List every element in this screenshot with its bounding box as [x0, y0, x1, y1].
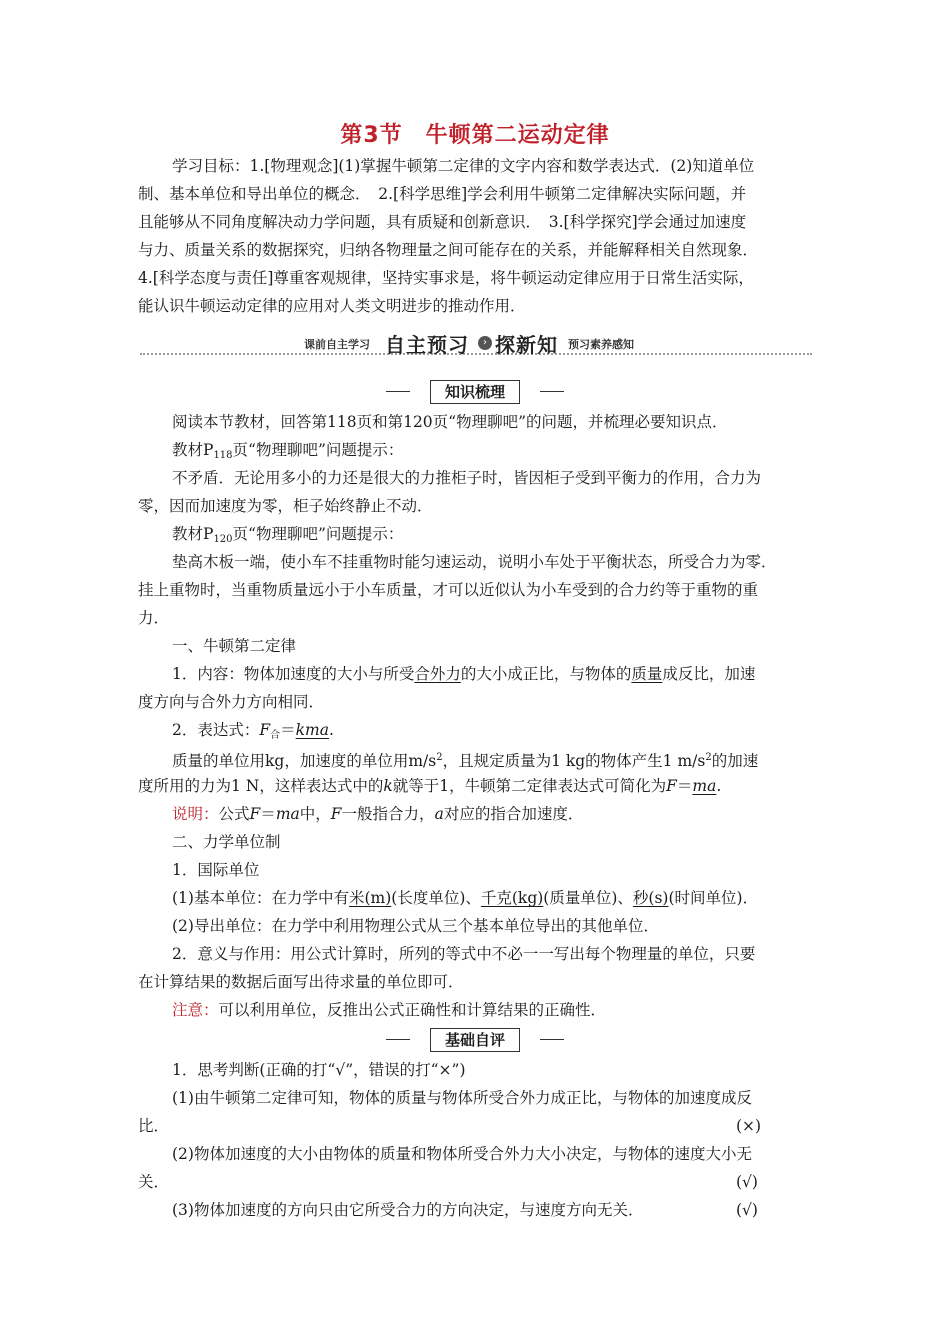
question-1-line-2: 比．	[138, 1117, 170, 1135]
international-units-title: 1．国际单位	[172, 861, 260, 879]
unit-explanation-1: 质量的单位用kg，加速度的单位用$m/s^2$，且规定质量为1 kg的物体产生1 $m/s^2$的加速	[172, 752, 759, 770]
objectives-line-4: 与力、质量关系的数据探究，归纳各物理量之间可能存在的关系，并能解释相关自然现象．	[138, 241, 759, 259]
meaning-line-2: 在计算结果的数据后面写出待求量的单位即可．	[138, 973, 464, 991]
question-1-line-1: (1)由牛顿第二定律可知，物体的质量与物体所受合外力成正比，与物体的加速度成反	[172, 1089, 752, 1107]
heading-rule-left	[386, 1039, 410, 1040]
section-heading-label: 基础自评	[430, 1028, 520, 1052]
question-1-answer: (×)	[736, 1117, 762, 1135]
objectives-line-5: 4.[科学态度与责任]尊重客观规律，坚持实事求是，将牛顿运动定律应用于日常生活实际，	[138, 269, 754, 287]
attention-note: 注意：可以利用单位，反推出公式正确性和计算结果的正确性．	[172, 1001, 607, 1019]
banner-main-label-1: 自主预习	[385, 333, 469, 357]
objectives-line-6: 能认识牛顿运动定律的应用对人类文明进步的推动作用．	[138, 297, 526, 315]
judgement-title: 1．思考判断(正确的打“√”，错误的打“×”)	[172, 1061, 466, 1079]
section-banner	[140, 328, 812, 358]
reading-intro: 阅读本节教材，回答第118页和第120页“物理聊吧”的问题，并梳理必要知识点．	[172, 413, 728, 431]
objectives-line-3: 且能够从不同角度解决动力学问题，具有质疑和创新意识． 3.[科学探究]学会通过加速度	[138, 213, 747, 231]
banner-left-label: 课前自主学习	[304, 338, 370, 351]
hint-1-text-2: 零，因而加速度为零，柜子始终静止不动．	[138, 497, 433, 515]
part-2-title: 二、力学单位制	[172, 833, 281, 851]
base-units: (1)基本单位：在力学中有米(m)(长度单位)、千克(kg)(质量单位)、秒(s)(时间单位)．	[172, 889, 759, 907]
section-heading-self-check	[0, 1028, 950, 1052]
objectives-line-1: 学习目标：1.[物理观念](1)掌握牛顿第二定律的文字内容和数学表达式．(2)知道单位	[172, 157, 755, 175]
banner-main-label-2: 探新知	[495, 333, 558, 357]
hint-1-label: 教材$P_{118}$页“物理聊吧”问题提示：	[172, 441, 404, 461]
heading-rule-right	[540, 1039, 564, 1040]
banner-arrow-icon: ›	[478, 336, 492, 350]
hint-2-label: 教材$P_{120}$页“物理聊吧”问题提示：	[172, 525, 404, 545]
question-3-answer: (√)	[736, 1201, 758, 1219]
law-content-line-2: 度方向与合外力方向相同．	[138, 693, 325, 711]
hint-2-text-2: 挂上重物时，当重物质量远小于小车质量，才可以近似认为小车受到的合力约等于重物的重	[138, 581, 759, 599]
section-heading-label: 知识梳理	[430, 380, 520, 404]
part-1-title: 一、牛顿第二定律	[172, 637, 297, 655]
question-2-line-1: (2)物体加速度的大小由物体的质量和物体所受合外力大小决定，与物体的速度大小无	[172, 1145, 752, 1163]
unit-explanation-2: 度所用的力为1 N，这样表达式中的k就等于1，牛顿第二定律表达式可简化为F＝ma.	[138, 777, 722, 795]
section-heading-knowledge	[0, 380, 950, 404]
hint-2-text-3: 力．	[138, 609, 170, 627]
banner-dotted-rule	[140, 353, 812, 355]
meaning-line-1: 2．意义与作用：用公式计算时，所列的等式中不必一一写出每个物理量的单位，只要	[172, 945, 756, 963]
heading-rule-right	[540, 391, 564, 392]
hint-1-text-1: 不矛盾．无论用多小的力还是很大的力推柜子时，皆因柜子受到平衡力的作用，合力为	[172, 469, 762, 487]
law-expression: 2．表达式：$F_合=kma$.	[172, 721, 334, 741]
heading-rule-left	[386, 391, 410, 392]
derived-units: (2)导出单位：在力学中利用物理公式从三个基本单位导出的其他单位．	[172, 917, 659, 935]
question-3-line-1: (3)物体加速度的方向只由它所受合力的方向决定，与速度方向无关．	[172, 1201, 644, 1219]
question-2-line-2: 关．	[138, 1173, 170, 1191]
law-note: 说明：公式F＝ma中，F一般指合力，a对应的指合加速度．	[172, 805, 584, 823]
banner-right-label: 预习素养感知	[568, 338, 634, 351]
hint-2-text-1: 垫高木板一端，使小车不挂重物时能匀速运动，说明小车处于平衡状态，所受合力为零．	[172, 553, 777, 571]
objectives-line-2: 制、基本单位和导出单位的概念． 2.[科学思维]学会利用牛顿第二定律解决实际问题，并	[138, 185, 747, 203]
law-content-line-1: 1．内容：物体加速度的大小与所受合外力的大小成正比，与物体的质量成反比，加速	[172, 665, 756, 683]
question-2-answer: (√)	[736, 1173, 758, 1191]
page-title: 第3节 牛顿第二运动定律	[340, 123, 610, 148]
